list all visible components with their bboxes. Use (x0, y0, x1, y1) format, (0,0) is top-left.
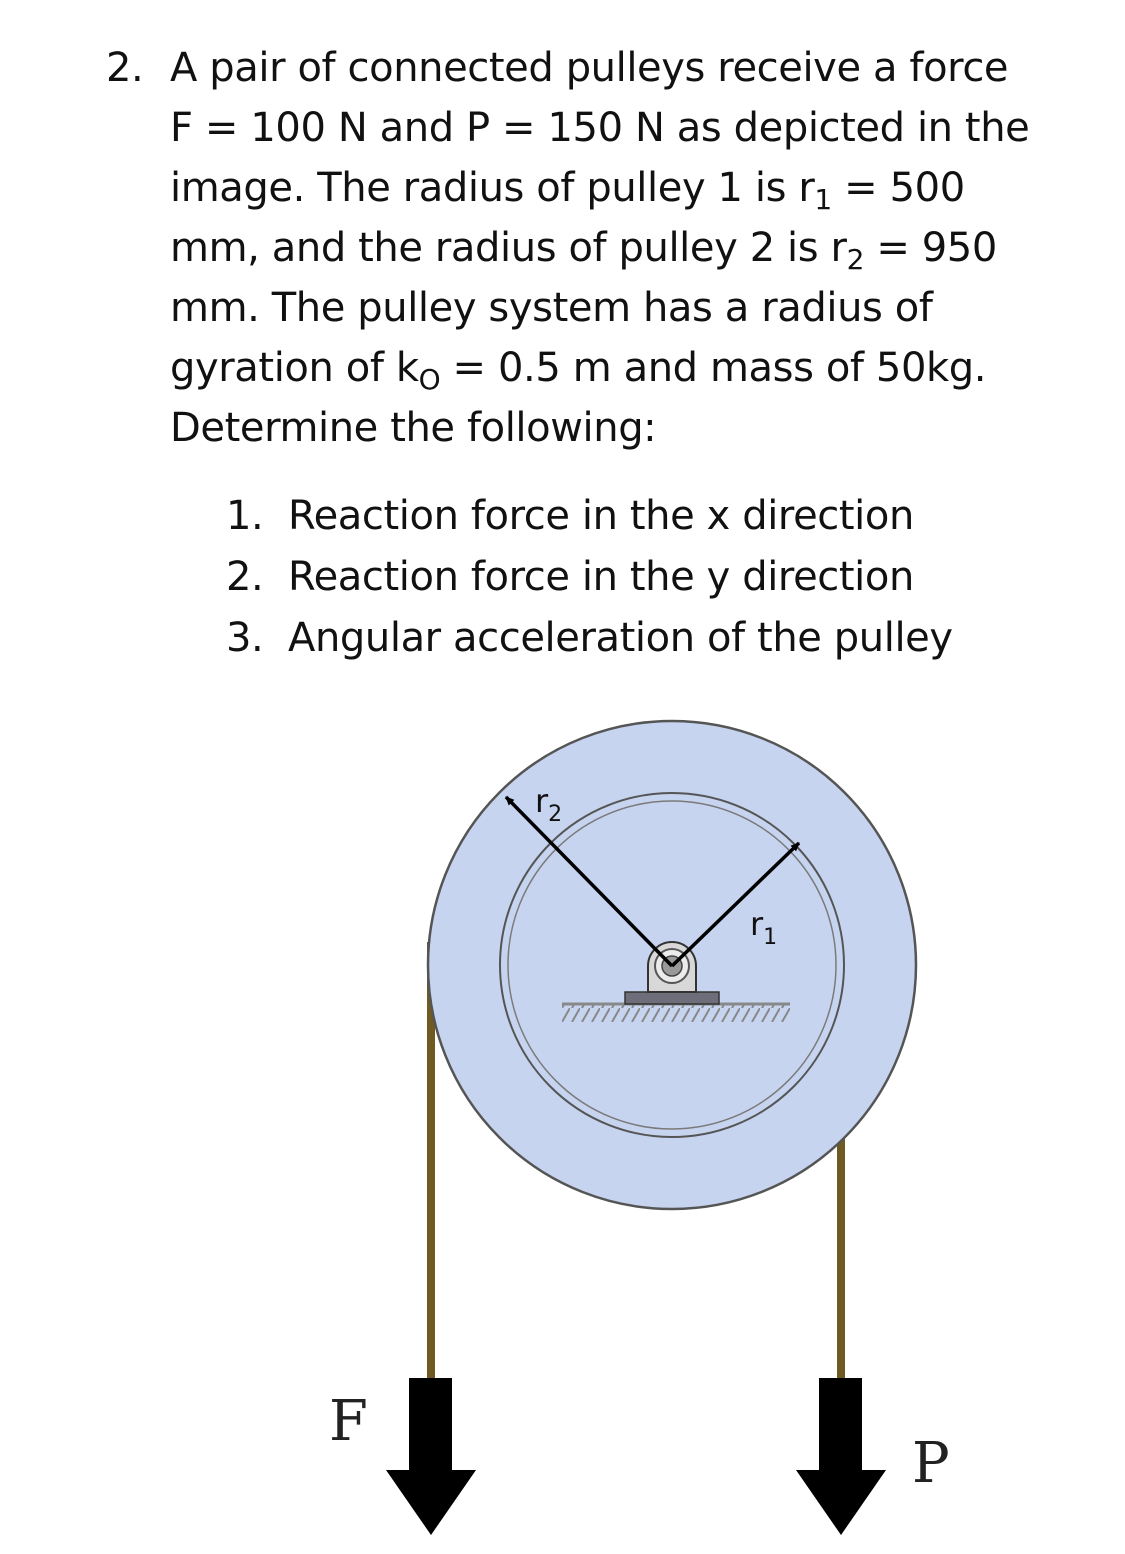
force-F-label: F (329, 1389, 368, 1454)
ground-hatch (562, 1004, 790, 1022)
problem-line-2: F = 100 N and P = 150 N as depicted in the (170, 105, 1030, 151)
force-P-label: P (912, 1431, 950, 1496)
line-3-text-b: = 500 (831, 165, 965, 211)
task-number: 1. (226, 493, 264, 539)
problem-line-1: A pair of connected pulleys receive a force (170, 45, 1009, 91)
force-P-arrow (796, 1378, 886, 1535)
line-4-text-a: mm, and the radius of pulley 2 is r (170, 225, 847, 271)
bearing-base (625, 992, 719, 1004)
line-4-subscript: 2 (846, 243, 864, 276)
line-3-subscript: 1 (814, 183, 832, 216)
task-text: Angular acceleration of the pulley (288, 615, 953, 661)
r1-label: $r_1$ (750, 905, 778, 950)
line-6-subscript: O (418, 363, 441, 396)
task-text: Reaction force in the x direction (288, 493, 914, 539)
task-number: 3. (226, 615, 264, 661)
line-3-text-a: image. The radius of pulley 1 is r (170, 165, 815, 211)
problem-number: 2. (106, 45, 144, 91)
line-6-text-b: = 0.5 m and mass of 50kg. (440, 345, 987, 391)
line-6-text-a: gyration of k (170, 345, 419, 391)
r2-label: $r_2$ (535, 782, 563, 827)
problem-line-5: mm. The pulley system has a radius of (170, 285, 933, 331)
task-text: Reaction force in the y direction (288, 554, 914, 600)
problem-line-7: Determine the following: (170, 405, 657, 451)
line-4-text-b: = 950 (864, 225, 997, 271)
force-F-arrow (386, 1378, 476, 1535)
task-number: 2. (226, 554, 264, 600)
